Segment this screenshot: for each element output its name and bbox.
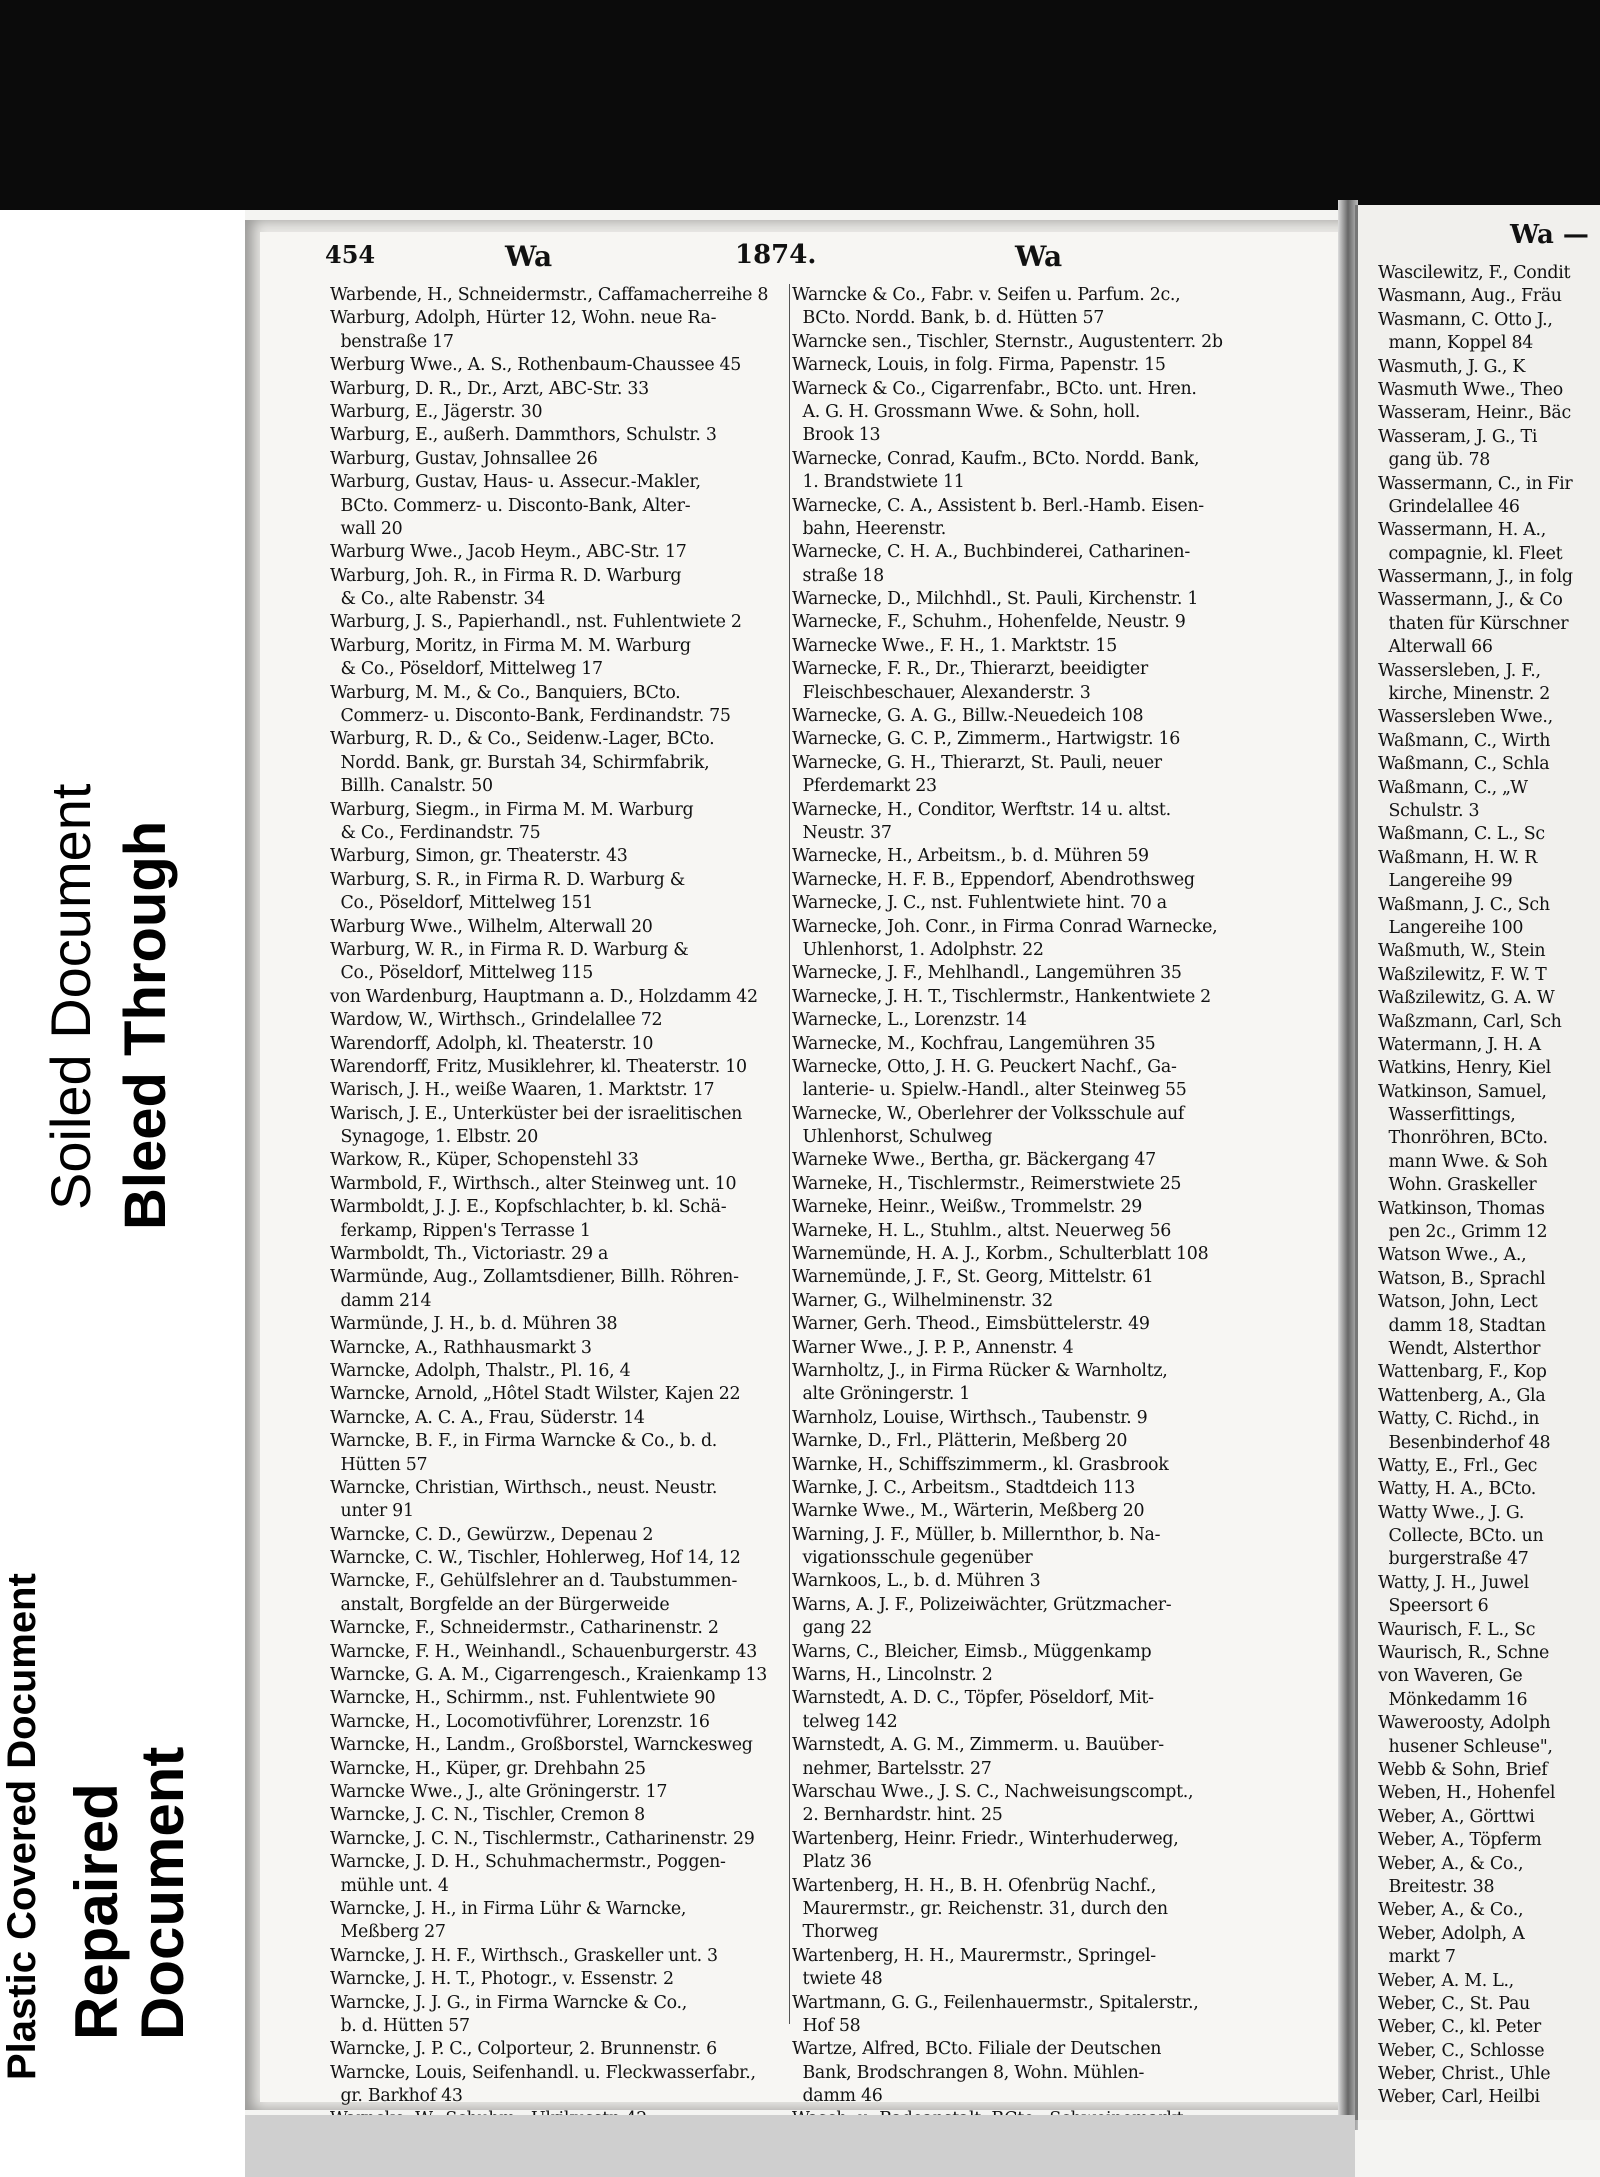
directory-entry: Co., Pöseldorf, Mittelweg 151 bbox=[330, 893, 594, 914]
directory-entry: Warnecke, J. F., Mehlhandl., Langemühren 35 bbox=[792, 963, 1182, 984]
directory-entry: Warisch, J. H., weiße Waaren, 1. Marktstr. 17 bbox=[330, 1080, 715, 1101]
directory-entry: Weber, C., kl. Peter bbox=[1378, 2017, 1541, 2038]
directory-entry: Warncke, H., Landm., Großborstel, Warnckesweg bbox=[330, 1735, 753, 1756]
directory-entry: damm 46 bbox=[792, 2086, 883, 2107]
directory-entry: Warmboldt, J. J. E., Kopfschlachter, b. kl. Schä- bbox=[330, 1197, 727, 1218]
directory-entry: Alterwall 66 bbox=[1378, 637, 1493, 658]
directory-entry: Warmünde, Aug., Zollamtsdiener, Billh. Röhren- bbox=[330, 1267, 739, 1288]
directory-entry: Schulstr. 3 bbox=[1378, 800, 1480, 821]
left-section-tab: Wa bbox=[505, 240, 553, 273]
directory-entry: telweg 142 bbox=[792, 1711, 898, 1732]
directory-entry: Warnecke, G. H., Thierarzt, St. Pauli, neuer bbox=[792, 752, 1162, 773]
directory-entry: Platz 36 bbox=[792, 1852, 872, 1873]
directory-entry: Warnholz, Louise, Wirthsch., Taubenstr. 9 bbox=[792, 1407, 1148, 1428]
directory-entry: Langereihe 100 bbox=[1378, 917, 1524, 938]
plastic-covered-label: Plastic Covered Document bbox=[0, 1573, 44, 2080]
directory-entry: damm 18, Stadtan bbox=[1378, 1315, 1546, 1336]
directory-entry: Werburg Wwe., A. S., Rothenbaum-Chaussee 45 bbox=[330, 355, 742, 376]
directory-entry: Waßmann, J. C., Sch bbox=[1378, 894, 1550, 915]
directory-entry: Warnecke, F. R., Dr., Thierarzt, beeidigter bbox=[792, 659, 1148, 680]
directory-entry: Warburg, W. R., in Firma R. D. Warburg & bbox=[330, 939, 689, 960]
condition-sidebar bbox=[0, 210, 245, 2177]
directory-entry: Warncke, H., Locomotivführer, Lorenzstr. 16 bbox=[330, 1711, 710, 1732]
directory-entry: Commerz- u. Disconto-Bank, Ferdinandstr. 75 bbox=[330, 706, 731, 727]
directory-entry: Thonröhren, BCto. bbox=[1378, 1128, 1548, 1149]
right-section-tab: Wa — bbox=[1510, 220, 1589, 250]
directory-entry: Warncke, J. H. F., Wirthsch., Graskeller unt. 3 bbox=[330, 1945, 718, 1966]
directory-entry: Warnecke, H. F. B., Eppendorf, Abendrothsweg bbox=[792, 869, 1195, 890]
directory-entry: compagnie, kl. Fleet bbox=[1378, 543, 1563, 564]
directory-entry: Warncke, Christian, Wirthsch., neust. Neustr. bbox=[330, 1477, 718, 1498]
document-label: Document bbox=[129, 1746, 196, 2040]
directory-entry: Meßberg 27 bbox=[330, 1922, 446, 1943]
directory-entry: Warnecke, J. H. T., Tischlermstr., Hankentwiete 2 bbox=[792, 986, 1211, 1007]
directory-entry: Warnecke Wwe., F. H., 1. Marktstr. 15 bbox=[792, 635, 1117, 656]
directory-entry: Warncke sen., Tischler, Sternstr., Augustenterr. 2b bbox=[792, 331, 1223, 352]
directory-entry: Warnke Wwe., M., Wärterin, Meßberg 20 bbox=[792, 1501, 1145, 1522]
directory-entry: Collecte, BCto. un bbox=[1378, 1526, 1544, 1547]
directory-entry: anstalt, Borgfelde an der Bürgerweide bbox=[330, 1594, 670, 1615]
directory-entry: Watty, C. Richd., in bbox=[1378, 1409, 1540, 1430]
directory-entry: Waurisch, R., Schne bbox=[1378, 1643, 1550, 1664]
directory-entry: Warncke, F., Schneidermstr., Catharinenstr. 2 bbox=[330, 1618, 719, 1639]
directory-entry: Warneke, H., Tischlermstr., Reimerstwiete 25 bbox=[792, 1173, 1182, 1194]
directory-entry: Mönkedamm 16 bbox=[1378, 1689, 1528, 1710]
directory-entry: Warburg, E., außerh. Dammthors, Schulstr. 3 bbox=[330, 425, 717, 446]
directory-entry: Warncke, F., Gehülfslehrer an d. Taubstummen- bbox=[330, 1571, 738, 1592]
directory-entry: Grindelallee 46 bbox=[1378, 496, 1520, 517]
directory-entry: Hof 58 bbox=[792, 2015, 861, 2036]
directory-entry: Warnecke, M., Kochfrau, Langemühren 35 bbox=[792, 1033, 1156, 1054]
directory-entry: Wasmuth, J. G., K bbox=[1378, 356, 1526, 377]
directory-entry: Warncke Wwe., J., alte Gröningerstr. 17 bbox=[330, 1782, 668, 1802]
soiled-document-label: Soiled Document bbox=[39, 783, 102, 1210]
directory-entry: Wasseram, J. G., Ti bbox=[1378, 426, 1538, 447]
directory-entry: Fleischbeschauer, Alexanderstr. 3 bbox=[792, 682, 1091, 703]
directory-entry: Watty, J. H., Juwel bbox=[1378, 1572, 1529, 1593]
directory-entry: Weben, H., Hohenfel bbox=[1378, 1783, 1556, 1804]
directory-entry: Warnstedt, A. D. C., Töpfer, Pöseldorf, Mit- bbox=[792, 1688, 1154, 1709]
directory-entry: Warnemünde, H. A. J., Korbm., Schulterblatt 108 bbox=[792, 1244, 1209, 1265]
year-heading: 1874. bbox=[735, 240, 817, 270]
directory-entry: Warncke, J. H., in Firma Lühr & Warncke, bbox=[330, 1898, 687, 1919]
directory-entry: pen 2c., Grimm 12 bbox=[1378, 1222, 1548, 1243]
directory-entry: Warendorff, Adolph, kl. Theaterstr. 10 bbox=[330, 1033, 654, 1054]
directory-entry: Neustr. 37 bbox=[792, 822, 892, 843]
directory-entry: Warkow, R., Küper, Schopenstehl 33 bbox=[330, 1150, 639, 1171]
directory-entry: Watermann, J. H. A bbox=[1378, 1034, 1541, 1055]
directory-entry: Warneke, Heinr., Weißw., Trommelstr. 29 bbox=[792, 1197, 1142, 1218]
directory-entry: Watson, John, Lect bbox=[1378, 1292, 1538, 1313]
directory-entry: BCto. Commerz- u. Disconto-Bank, Alter- bbox=[330, 495, 691, 516]
directory-entry: Warburg, D. R., Dr., Arzt, ABC-Str. 33 bbox=[330, 378, 649, 399]
directory-entry: Billh. Canalstr. 50 bbox=[330, 776, 493, 797]
directory-entry: Wattenbarg, F., Kop bbox=[1378, 1362, 1547, 1383]
directory-entry: A. G. H. Grossmann Wwe. & Sohn, holl. bbox=[792, 401, 1141, 422]
directory-entry: alte Gröningerstr. 1 bbox=[792, 1384, 971, 1405]
directory-entry: Uhlenhorst, 1. Adolphstr. 22 bbox=[792, 939, 1044, 960]
directory-entry: Warnecke, F., Schuhm., Hohenfelde, Neustr. 9 bbox=[792, 612, 1186, 633]
bleed-through-label: Bleed Through bbox=[113, 820, 178, 1230]
directory-entry: Warnkoos, L., b. d. Mühren 3 bbox=[792, 1571, 1041, 1592]
directory-entry: vigationsschule gegenüber bbox=[792, 1548, 1033, 1569]
directory-entry: Wasserfittings, bbox=[1378, 1105, 1516, 1126]
directory-entry: Wattenberg, A., Gla bbox=[1378, 1385, 1546, 1406]
directory-entry: Warnecke, Conrad, Kaufm., BCto. Nordd. Bank, bbox=[792, 448, 1200, 469]
running-header bbox=[325, 240, 1345, 280]
directory-entry: Warnecke, H., Conditor, Werftstr. 14 u. altst. bbox=[792, 799, 1171, 820]
directory-entry: von Waveren, Ge bbox=[1378, 1666, 1523, 1687]
directory-entry: & Co., Pöseldorf, Mittelweg 17 bbox=[330, 659, 603, 680]
directory-entry: Warburg, J. S., Papierhandl., nst. Fuhlentwiete 2 bbox=[330, 612, 742, 633]
directory-entry: Wassermann, C., in Fir bbox=[1378, 473, 1573, 494]
directory-entry: wall 20 bbox=[330, 518, 403, 539]
directory-entry: mühle unt. 4 bbox=[330, 1875, 449, 1896]
directory-entry: Warncke, C. D., Gewürzw., Depenau 2 bbox=[330, 1524, 654, 1545]
directory-entry: Wasmann, Aug., Fräu bbox=[1378, 286, 1562, 307]
middle-column bbox=[792, 284, 1252, 2132]
directory-entry: Warncke, J. C. N., Tischlermstr., Catharinenstr. 29 bbox=[330, 1828, 755, 1849]
directory-entry: Warncke, J. C. N., Tischler, Cremon 8 bbox=[330, 1805, 645, 1826]
directory-entry: Waßzilewitz, F. W. T bbox=[1378, 964, 1547, 985]
page-bottom-edge bbox=[245, 2115, 1355, 2177]
middle-section-tab: Wa bbox=[1015, 240, 1063, 273]
directory-entry: Warncke, G. A. M., Cigarrengesch., Kraienkamp 13 bbox=[330, 1665, 768, 1686]
directory-entry: von Wardenburg, Hauptmann a. D., Holzdamm 42 bbox=[330, 986, 758, 1007]
directory-entry: Warncke, F. H., Weinhandl., Schauenburgerstr. 43 bbox=[330, 1641, 757, 1662]
directory-entry: Warns, A. J. F., Polizeiwächter, Grützmacher- bbox=[792, 1594, 1172, 1615]
directory-entry: Warncke, H., Schirmm., nst. Fuhlentwiete 90 bbox=[330, 1688, 716, 1709]
directory-entry: Warburg, E., Jägerstr. 30 bbox=[330, 401, 543, 422]
directory-entry: Warendorff, Fritz, Musiklehrer, kl. Theaterstr. 10 bbox=[330, 1056, 747, 1077]
directory-entry: Warns, H., Lincolnstr. 2 bbox=[792, 1665, 993, 1686]
directory-entry: Warburg, S. R., in Firma R. D. Warburg & bbox=[330, 869, 685, 890]
directory-entry: Warburg, Moritz, in Firma M. M. Warburg bbox=[330, 635, 691, 656]
directory-entry: unter 91 bbox=[330, 1501, 414, 1522]
directory-entry: Wardow, W., Wirthsch., Grindelallee 72 bbox=[330, 1010, 663, 1031]
directory-entry: Wartze, Alfred, BCto. Filiale der Deutschen bbox=[792, 2039, 1162, 2060]
directory-entry: Nordd. Bank, gr. Burstah 34, Schirmfabrik, bbox=[330, 752, 710, 773]
directory-entry: Weber, Adolph, A bbox=[1378, 1923, 1525, 1944]
directory-entry: Warner Wwe., J. P. P., Annenstr. 4 bbox=[792, 1337, 1074, 1358]
directory-entry: Warmbold, F., Wirthsch., alter Steinweg unt. 10 bbox=[330, 1173, 737, 1194]
directory-entry: Warnecke, Otto, J. H. G. Peuckert Nachf., Ga- bbox=[792, 1056, 1177, 1077]
directory-entry: gang üb. 78 bbox=[1378, 450, 1491, 471]
directory-entry: Warburg, Simon, gr. Theaterstr. 43 bbox=[330, 846, 628, 867]
directory-entry: Warburg Wwe., Jacob Heym., ABC-Str. 17 bbox=[330, 542, 687, 563]
directory-entry: Warnecke, L., Lorenzstr. 14 bbox=[792, 1010, 1027, 1031]
directory-entry: twiete 48 bbox=[792, 1969, 883, 1990]
directory-entry: husener Schleuse", bbox=[1378, 1736, 1553, 1757]
right-column bbox=[1378, 262, 1600, 2110]
directory-entry: Warnecke, G. C. P., Zimmerm., Hartwigstr. 16 bbox=[792, 729, 1181, 750]
directory-entry: Weber, A., Töpferm bbox=[1378, 1830, 1542, 1851]
directory-entry: Breitestr. 38 bbox=[1378, 1876, 1495, 1897]
directory-entry: Warneke, H. L., Stuhlm., altst. Neuerweg 56 bbox=[792, 1220, 1171, 1241]
page-number: 454 bbox=[325, 240, 376, 269]
directory-entry: Warnstedt, A. G. M., Zimmerm. u. Bauüber- bbox=[792, 1735, 1164, 1756]
directory-entry: benstraße 17 bbox=[330, 331, 454, 352]
directory-entry: Wassermann, J., in folg bbox=[1378, 567, 1573, 588]
directory-entry: Warburg, Gustav, Johnsallee 26 bbox=[330, 448, 598, 469]
directory-entry: Bank, Brodschrangen 8, Wohn. Mühlen- bbox=[792, 2062, 1145, 2083]
directory-entry: Wartenberg, H. H., B. H. Ofenbrüg Nachf., bbox=[792, 1875, 1157, 1896]
directory-entry: Warncke, Louis, Seifenhandl. u. Fleckwasserfabr., bbox=[330, 2062, 756, 2083]
directory-entry: nehmer, Bartelsstr. 27 bbox=[792, 1758, 992, 1779]
directory-entry: Warnke, J. C., Arbeitsm., Stadtdeich 113 bbox=[792, 1477, 1135, 1498]
directory-entry: Wassersleben Wwe., bbox=[1378, 707, 1553, 728]
directory-entry: Watty Wwe., J. G. bbox=[1378, 1502, 1525, 1523]
directory-entry: Warburg, Gustav, Haus- u. Assecur.-Makler, bbox=[330, 472, 701, 493]
directory-entry: gr. Barkhof 43 bbox=[330, 2086, 463, 2107]
directory-entry: Warning, J. F., Müller, b. Millernthor, b. Na- bbox=[792, 1524, 1161, 1545]
directory-entry: Warncke, J. P. C., Colporteur, 2. Brunnenstr. 6 bbox=[330, 2039, 717, 2060]
directory-entry: Weber, C., St. Pau bbox=[1378, 1993, 1530, 2014]
directory-entry: Speersort 6 bbox=[1378, 1596, 1489, 1617]
directory-entry: Warnecke, D., Milchhdl., St. Pauli, Kirchenstr. 1 bbox=[792, 589, 1199, 610]
directory-entry: Wartenberg, Heinr. Friedr., Winterhuderweg, bbox=[792, 1828, 1179, 1849]
directory-entry: Warncke, C. W., Tischler, Hohlerweg, Hof 14, 12 bbox=[330, 1548, 741, 1569]
directory-entry: Wasmann, C. Otto J., bbox=[1378, 309, 1553, 330]
directory-entry: Waurisch, F. L., Sc bbox=[1378, 1619, 1536, 1640]
directory-entry: Warnke, D., Frl., Plätterin, Meßberg 20 bbox=[792, 1431, 1128, 1452]
directory-entry: Watkinson, Thomas bbox=[1378, 1198, 1545, 1219]
directory-entry: & Co., Ferdinandstr. 75 bbox=[330, 822, 541, 843]
directory-entry: Warburg, R. D., & Co., Seidenw.-Lager, BCto. bbox=[330, 729, 715, 750]
directory-entry: Hütten 57 bbox=[330, 1454, 428, 1475]
directory-entry: Warnke, H., Schiffszimmerm., kl. Grasbrook bbox=[792, 1454, 1169, 1475]
directory-entry: Warburg, M. M., & Co., Banquiers, BCto. bbox=[330, 682, 681, 703]
directory-entry: Thorweg bbox=[792, 1922, 879, 1943]
directory-entry: Warncke, A. C. A., Frau, Süderstr. 14 bbox=[330, 1407, 645, 1428]
directory-entry: Warnholtz, J., in Firma Rücker & Warnholtz, bbox=[792, 1360, 1168, 1381]
directory-entry: Webb & Sohn, Brief bbox=[1378, 1760, 1548, 1780]
directory-entry: Warner, Gerh. Theod., Eimsbüttelerstr. 49 bbox=[792, 1314, 1150, 1335]
directory-entry: Weber, A., Görttwi bbox=[1378, 1806, 1535, 1827]
directory-entry: Weber, A. M. L., bbox=[1378, 1970, 1514, 1991]
directory-entry: bahn, Heerenstr. bbox=[792, 518, 947, 539]
directory-entry: Wartmann, G. G., Feilenhauermstr., Spitalerstr., bbox=[792, 1992, 1199, 2013]
directory-entry: Warneke Wwe., Bertha, gr. Bäckergang 47 bbox=[792, 1150, 1156, 1171]
directory-entry: Warnecke, H., Arbeitsm., b. d. Mühren 59 bbox=[792, 846, 1149, 867]
directory-entry: Warncke, Arnold, „Hôtel Stadt Wilster, Kajen 22 bbox=[330, 1384, 741, 1405]
directory-entry: Watkins, Henry, Kiel bbox=[1378, 1058, 1551, 1079]
directory-entry: Warburg Wwe., Wilhelm, Alterwall 20 bbox=[330, 916, 653, 937]
directory-entry: Synagoge, 1. Elbstr. 20 bbox=[330, 1127, 538, 1148]
directory-entry: Watty, H. A., BCto. bbox=[1378, 1479, 1537, 1500]
directory-entry: Warncke, J. D. H., Schuhmachermstr., Poggen- bbox=[330, 1852, 726, 1873]
directory-entry: Weber, A., & Co., bbox=[1378, 1853, 1524, 1874]
left-column bbox=[330, 284, 798, 2132]
directory-entry: Wasmuth Wwe., Theo bbox=[1378, 379, 1563, 400]
directory-entry: Co., Pöseldorf, Mittelweg 115 bbox=[330, 963, 594, 984]
directory-entry: Warnecke, C. H. A., Buchbinderei, Catharinen- bbox=[792, 542, 1190, 563]
directory-entry: lanterie- u. Spielw.-Handl., alter Steinweg 55 bbox=[792, 1080, 1187, 1101]
directory-entry: Waßmann, H. W. R bbox=[1378, 847, 1538, 868]
directory-entry: Warncke, A., Rathhausmarkt 3 bbox=[330, 1337, 592, 1358]
directory-entry: Warschau Wwe., J. S. C., Nachweisungscompt., bbox=[792, 1782, 1194, 1802]
directory-entry: Warncke, Adolph, Thalstr., Pl. 16, 4 bbox=[330, 1360, 631, 1381]
repaired-label: Repaired bbox=[63, 1783, 130, 2040]
directory-entry: straße 18 bbox=[792, 565, 884, 586]
directory-entry: Wartenberg, H. H., Maurermstr., Springel- bbox=[792, 1945, 1156, 1966]
directory-entry: markt 7 bbox=[1378, 1947, 1456, 1968]
directory-entry: b. d. Hütten 57 bbox=[330, 2015, 470, 2036]
directory-entry: Warncke, B. F., in Firma Warncke & Co., b. d. bbox=[330, 1431, 718, 1452]
directory-entry: Weber, C., Schlosse bbox=[1378, 2040, 1545, 2061]
directory-entry: Besenbinderhof 48 bbox=[1378, 1432, 1551, 1453]
directory-entry: thaten für Kürschner bbox=[1378, 613, 1569, 634]
directory-entry: Watkinson, Samuel, bbox=[1378, 1081, 1547, 1102]
directory-entry: Waßmann, C. L., Sc bbox=[1378, 824, 1545, 845]
directory-entry: Weber, Carl, Heilbi bbox=[1378, 2087, 1540, 2108]
directory-entry: Waßmann, C., Schla bbox=[1378, 754, 1550, 775]
directory-entry: Warbende, H., Schneidermstr., Caffamacherreihe 8 bbox=[330, 285, 769, 305]
directory-entry: Waßmann, C., Wirth bbox=[1378, 730, 1551, 751]
directory-entry: Waßmann, C., „W bbox=[1378, 777, 1528, 798]
directory-entry: Warncke, J. H. T., Photogr., v. Essenstr. 2 bbox=[330, 1969, 674, 1990]
directory-entry: ferkamp, Rippen's Terrasse 1 bbox=[330, 1220, 591, 1241]
directory-entry: Pferdemarkt 23 bbox=[792, 776, 937, 797]
directory-entry: Warburg, Siegm., in Firma M. M. Warburg bbox=[330, 799, 694, 820]
directory-entry: Warncke & Co., Fabr. v. Seifen u. Parfum. 2c., bbox=[792, 285, 1181, 305]
directory-entry: Warnecke, Joh. Conr., in Firma Conrad Warnecke, bbox=[792, 916, 1218, 937]
directory-entry: Warnecke, G. A. G., Billw.-Neuedeich 108 bbox=[792, 706, 1144, 727]
directory-entry: Warnecke, J. C., nst. Fuhlentwiete hint. 70 a bbox=[792, 893, 1167, 914]
directory-entry: Maurermstr., gr. Reichenstr. 31, durch den bbox=[792, 1898, 1168, 1919]
directory-entry: Warneck & Co., Cigarrenfabr., BCto. unt. Hren. bbox=[792, 378, 1197, 399]
directory-entry: Warburg, Joh. R., in Firma R. D. Warburg bbox=[330, 565, 682, 586]
directory-entry: BCto. Nordd. Bank, b. d. Hütten 57 bbox=[792, 308, 1105, 329]
directory-entry: Wendt, Alsterthor bbox=[1378, 1338, 1541, 1359]
directory-entry: Warncke, H., Küper, gr. Drehbahn 25 bbox=[330, 1758, 646, 1779]
directory-entry: Wassersleben, J. F., bbox=[1378, 660, 1541, 681]
directory-entry: Warisch, J. E., Unterküster bei der israelitischen bbox=[330, 1103, 742, 1124]
directory-entry: Warncke, J. J. G., in Firma Warncke & Co., bbox=[330, 1992, 687, 2013]
directory-entry: Wasseram, Heinr., Bäc bbox=[1378, 403, 1571, 424]
directory-entry: Warnecke, C. A., Assistent b. Berl.-Hamb. Eisen- bbox=[792, 495, 1204, 516]
directory-entry: Waweroosty, Adolph bbox=[1378, 1713, 1551, 1734]
directory-entry: Waßzilewitz, G. A. W bbox=[1378, 988, 1555, 1009]
directory-entry: Waßmuth, W., Stein bbox=[1378, 941, 1546, 962]
directory-entry: Weber, Christ., Uhle bbox=[1378, 2064, 1551, 2085]
directory-entry: burgerstraße 47 bbox=[1378, 1549, 1529, 1570]
directory-entry: Wassermann, J., & Co bbox=[1378, 590, 1563, 611]
directory-entry: kirche, Minenstr. 2 bbox=[1378, 684, 1550, 705]
directory-entry: Warns, C., Bleicher, Eimsb., Müggenkamp bbox=[792, 1641, 1152, 1662]
directory-entry: Warneck, Louis, in folg. Firma, Papenstr. 15 bbox=[792, 355, 1166, 376]
directory-entry: Watty, E., Frl., Gec bbox=[1378, 1455, 1538, 1476]
directory-entry: Waßzmann, Carl, Sch bbox=[1378, 1011, 1562, 1032]
directory-entry: Brook 13 bbox=[792, 425, 881, 446]
directory-entry: mann, Koppel 84 bbox=[1378, 333, 1534, 354]
directory-entry: Watson, B., Sprachl bbox=[1378, 1268, 1546, 1289]
directory-entry: gang 22 bbox=[792, 1618, 872, 1639]
directory-entry: Wohn. Graskeller bbox=[1378, 1175, 1537, 1196]
directory-entry: damm 214 bbox=[330, 1290, 432, 1311]
directory-entry: Warnecke, W., Oberlehrer der Volksschule auf bbox=[792, 1103, 1185, 1124]
directory-entry: Warmboldt, Th., Victoriastr. 29 a bbox=[330, 1244, 609, 1265]
directory-entry: 2. Bernhardstr. hint. 25 bbox=[792, 1805, 1003, 1826]
directory-entry: Warmünde, J. H., b. d. Mühren 38 bbox=[330, 1314, 618, 1335]
directory-entry: Weber, A., & Co., bbox=[1378, 1900, 1524, 1921]
directory-entry: Warnemünde, J. F., St. Georg, Mittelstr. 61 bbox=[792, 1267, 1154, 1288]
directory-entry: Warburg, Adolph, Hürter 12, Wohn. neue Ra- bbox=[330, 308, 717, 329]
directory-entry: Wascilewitz, F., Condit bbox=[1378, 263, 1571, 283]
directory-entry: Wassermann, H. A., bbox=[1378, 520, 1546, 541]
directory-entry: Langereihe 99 bbox=[1378, 871, 1513, 892]
directory-entry: & Co., alte Rabenstr. 34 bbox=[330, 589, 546, 610]
directory-entry: Uhlenhorst, Schulweg bbox=[792, 1127, 993, 1148]
directory-entry: 1. Brandstwiete 11 bbox=[792, 472, 965, 493]
directory-entry: Watson Wwe., A., bbox=[1378, 1245, 1527, 1266]
directory-entry: Warner, G., Wilhelminenstr. 32 bbox=[792, 1290, 1053, 1311]
directory-entry: mann Wwe. & Soh bbox=[1378, 1151, 1548, 1172]
